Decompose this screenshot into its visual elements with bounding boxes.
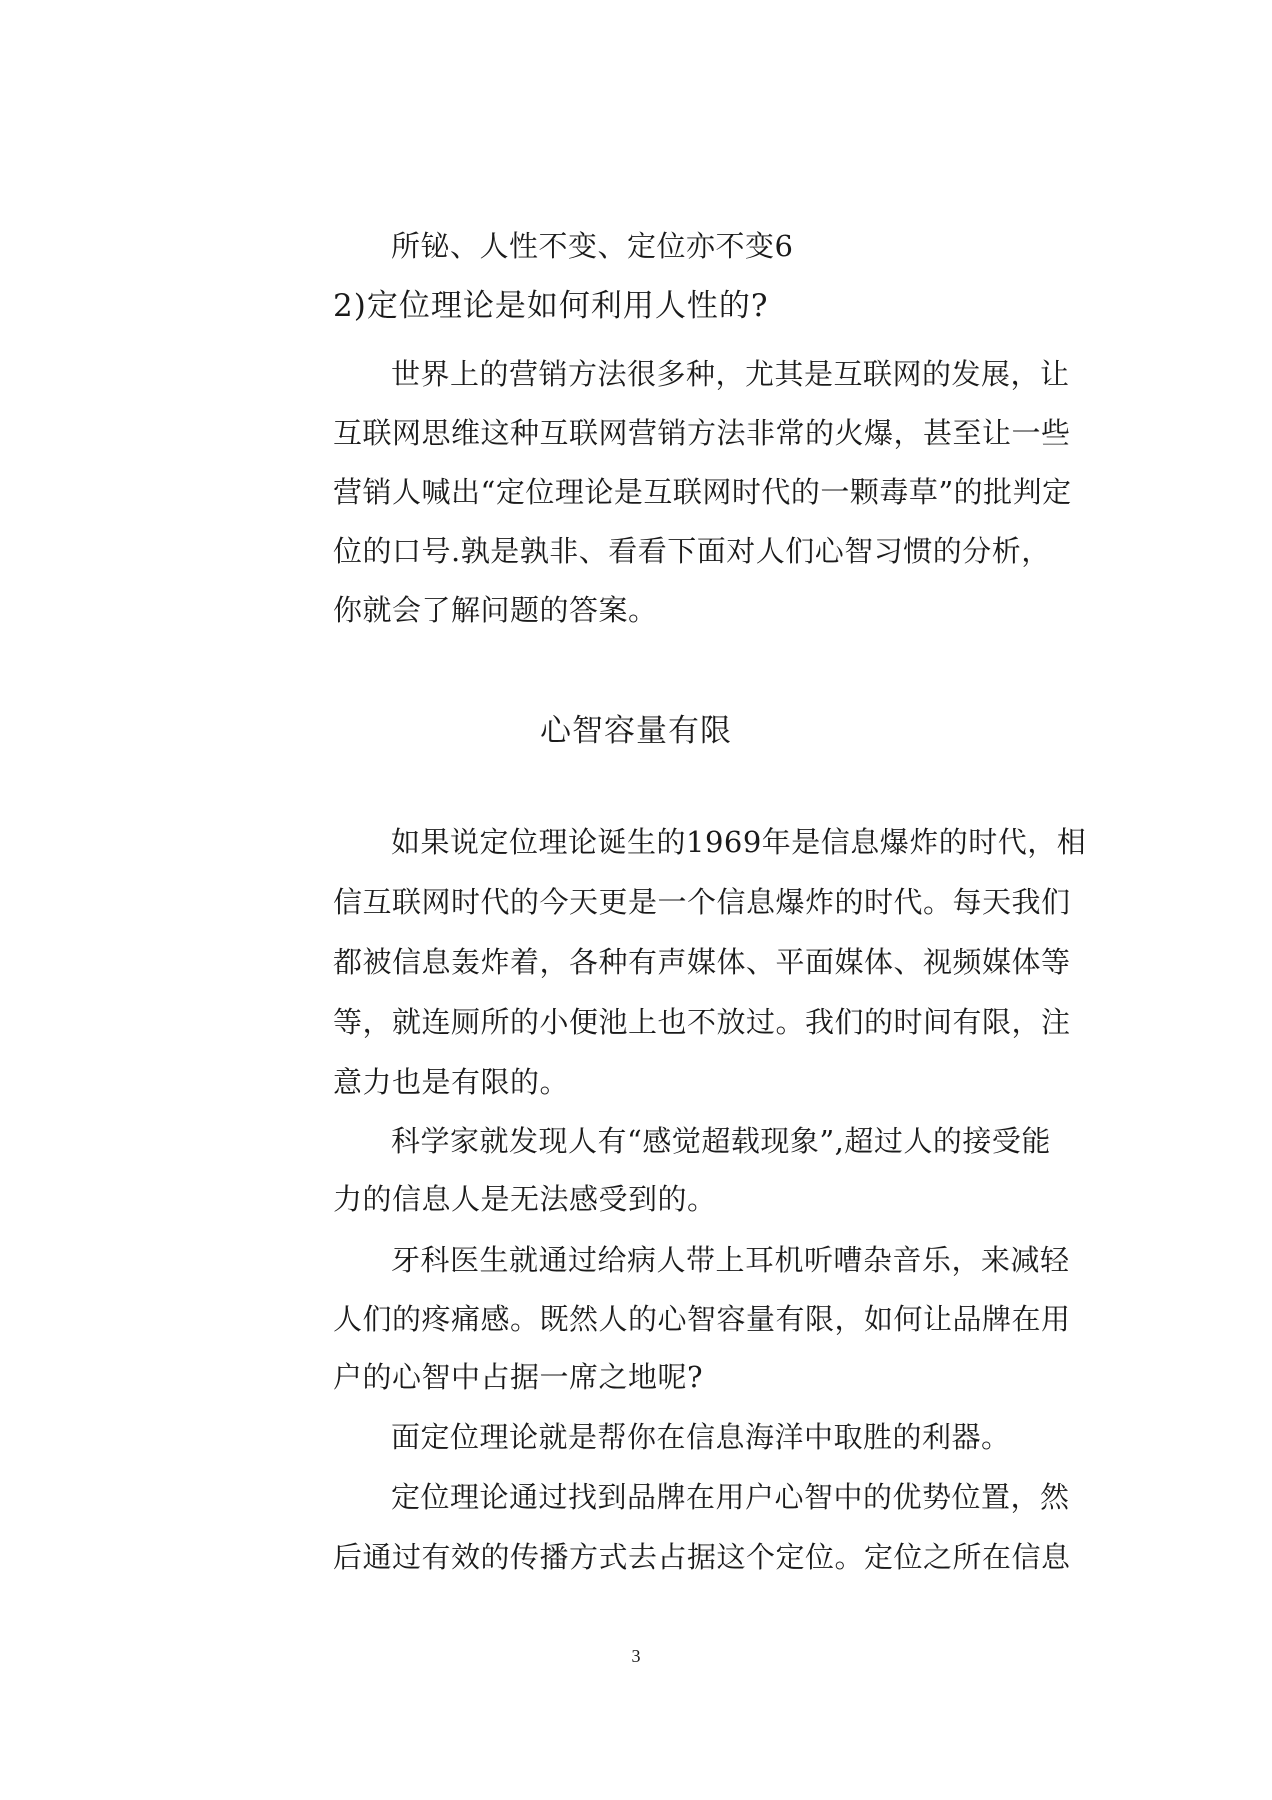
paragraph-line: 如果说定位理论诞生的1969年是信息爆炸的时代，相 bbox=[391, 825, 1087, 859]
paragraph-line: 户的心智中占据一席之地呢? bbox=[333, 1360, 704, 1394]
paragraph-line: 等，就连厕所的小便池上也不放过。我们的时间有限，注 bbox=[333, 1005, 1071, 1039]
intro-line: 所铋、人性不变、定位亦不变6 bbox=[391, 229, 794, 263]
subheading: 2)定位理论是如何利用人性的? bbox=[333, 288, 769, 324]
paragraph-line: 营销人喊出“定位理论是互联网时代的一颗毒草”的批判定 bbox=[333, 475, 1072, 509]
paragraph-line: 定位理论通过找到品牌在用户心智中的优势位置，然 bbox=[391, 1480, 1070, 1514]
paragraph-line: 人们的疼痛感。既然人的心智容量有限，如何让品牌在用 bbox=[333, 1302, 1071, 1336]
page-number: 3 bbox=[631, 1646, 641, 1666]
paragraph-line: 信互联网时代的今天更是一个信息爆炸的时代。每天我们 bbox=[333, 885, 1071, 919]
paragraph-line: 位的口号.孰是孰非、看看下面对人们心智习惯的分析， bbox=[333, 534, 1051, 568]
paragraph-line: 后通过有效的传播方式去占据这个定位。定位之所在信息 bbox=[333, 1540, 1071, 1574]
paragraph-line: 面定位理论就是帮你在信息海洋中取胜的利器。 bbox=[391, 1420, 1011, 1454]
paragraph-line: 都被信息轰炸着，各种有声媒体、平面媒体、视频媒体等 bbox=[333, 945, 1071, 979]
paragraph-line: 你就会了解问题的答案。 bbox=[333, 593, 658, 627]
paragraph-line: 互联网思维这种互联网营销方法非常的火爆，甚至让一些 bbox=[333, 416, 1071, 450]
section-title: 心智容量有限 bbox=[540, 713, 732, 749]
paragraph-line: 科学家就发现人有“感觉超载现象”,超过人的接受能 bbox=[391, 1124, 1051, 1158]
paragraph-line: 世界上的营销方法很多种，尤其是互联网的发展，让 bbox=[391, 357, 1070, 391]
paragraph-line: 力的信息人是无法感受到的。 bbox=[333, 1182, 717, 1216]
paragraph-line: 牙科医生就通过给病人带上耳机听嘈杂音乐，来减轻 bbox=[391, 1243, 1070, 1277]
paragraph-line: 意力也是有限的。 bbox=[333, 1065, 570, 1099]
